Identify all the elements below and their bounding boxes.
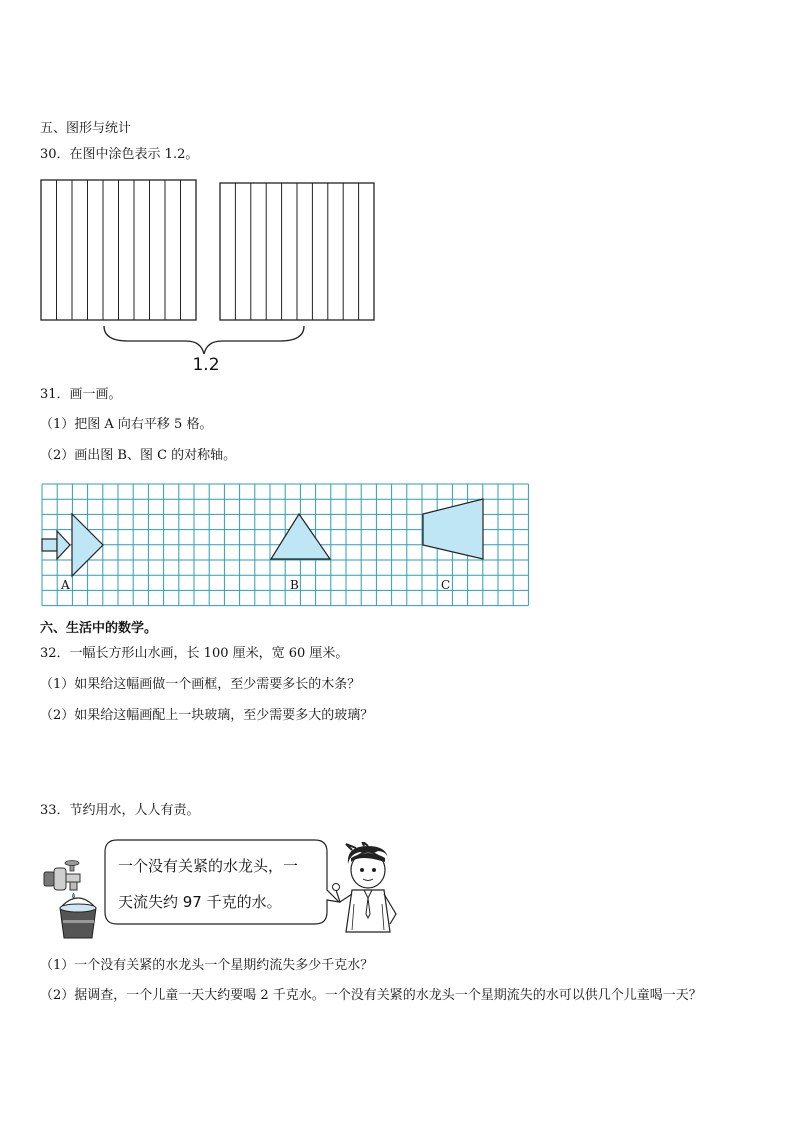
question-33-part-2: （2）据调查，一个儿童一天大约要喝 2 千克水。一个没有关紧的水龙头一个星期流失的水可以供几个儿童喝一天？ xyxy=(40,988,702,1003)
boy-illustration xyxy=(330,842,406,942)
grid-figure xyxy=(41,483,531,607)
question-31-title: 31．画一画。 xyxy=(40,387,122,402)
speech-bubble xyxy=(103,838,343,928)
question-32-part-1: （1）如果给这幅画做一个画框，至少需要多长的木条？ xyxy=(40,677,361,692)
shape-c-trapezoid xyxy=(423,499,483,559)
question-33-title: 33．节约用水，人人有责。 xyxy=(40,803,200,818)
label-c: C xyxy=(441,578,451,592)
question-32-title: 32．一幅长方形山水画，长 100 厘米，宽 60 厘米。 xyxy=(40,646,349,661)
section-6-heading: 六、生活中的数学。 xyxy=(40,621,158,636)
question-31-part-1: （1）把图 A 向右平移 5 格。 xyxy=(40,417,213,432)
faucet-bucket-illustration xyxy=(40,858,100,942)
brace-label: 1.2 xyxy=(192,355,220,375)
question-32-part-2: （2）如果给这幅画配上一块玻璃，至少需要多大的玻璃？ xyxy=(40,708,374,723)
strip-squares-figure xyxy=(36,176,386,376)
shape-a-stem xyxy=(42,539,57,551)
shape-b-triangle xyxy=(271,514,330,559)
shape-a-arrow xyxy=(42,514,103,576)
strip-square-left xyxy=(41,180,196,320)
bubble-line-2: 天流失约 97 千克的水。 xyxy=(118,893,282,911)
shape-a-small-head xyxy=(57,531,70,559)
question-33-part-1: （1）一个没有关紧的水龙头一个星期约流失多少千克水？ xyxy=(40,958,374,973)
question-30-text: 30．在图中涂色表示 1.2。 xyxy=(40,147,199,162)
question-31-part-2: （2）画出图 B、图 C 的对称轴。 xyxy=(40,448,237,463)
bubble-line-1: 一个没有关紧的水龙头，一 xyxy=(118,857,299,875)
label-a: A xyxy=(61,578,70,592)
strip-square-right xyxy=(220,183,374,320)
curly-brace xyxy=(104,326,304,354)
label-b: B xyxy=(290,578,299,592)
section-5-heading: 五、图形与统计 xyxy=(40,121,132,136)
